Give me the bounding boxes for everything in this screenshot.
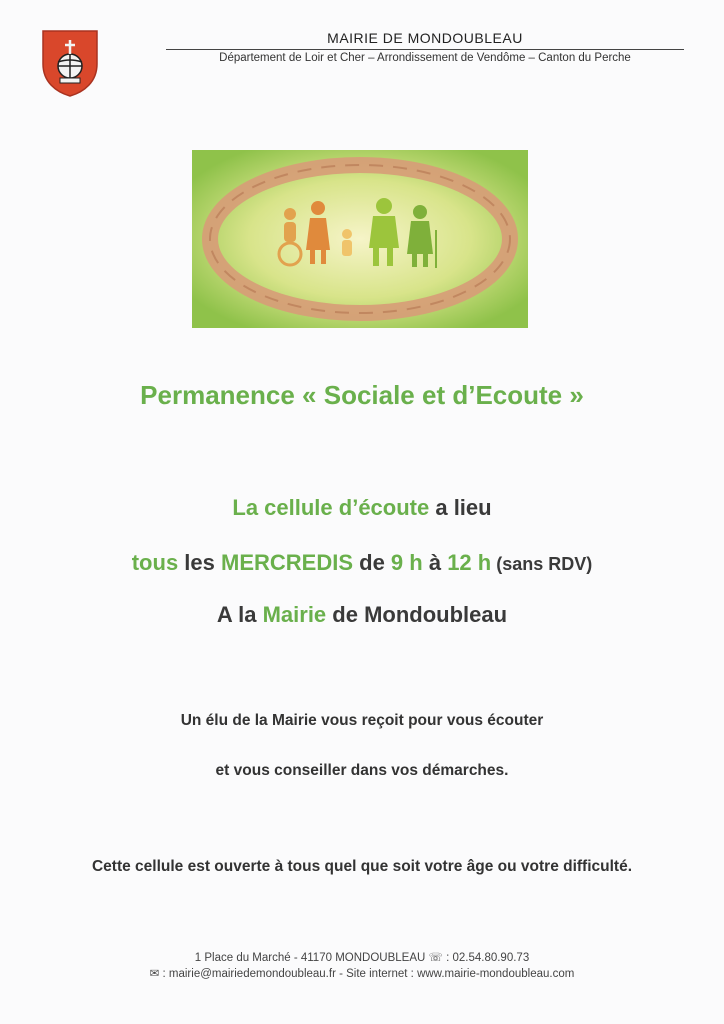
schedule-text: les <box>178 550 221 575</box>
header-subtitle: Département de Loir et Cher – Arrondissement de Vendôme – Canton du Perche <box>219 52 631 64</box>
schedule-highlight: La cellule d’écoute <box>232 495 430 520</box>
schedule-start-time: 9 h <box>390 550 423 575</box>
schedule-text: de <box>353 550 391 575</box>
people-circle-icon <box>192 150 528 328</box>
header-divider <box>166 49 684 50</box>
footer-contact-line <box>0 966 724 980</box>
schedule-text: A la <box>216 602 263 627</box>
body-line-1: Un élu de la Mairie vous reçoit pour vous écouter <box>180 712 544 729</box>
schedule-line-3 <box>0 602 724 628</box>
schedule-line-2 <box>0 550 724 576</box>
footer-email[interactable]: : mairie@mairiedemondoubleau.fr - Site internet : www.mairie-mondoubleau.com <box>159 968 575 980</box>
header-title: MAIRIE DE MONDOUBLEAU <box>327 30 523 46</box>
schedule-text: à <box>422 550 448 575</box>
schedule-highlight: tous <box>131 550 179 575</box>
schedule-end-time: 12 h <box>447 550 492 575</box>
schedule-highlight: Mairie <box>262 602 327 627</box>
email-icon: ✉ <box>149 968 160 980</box>
crest-icon <box>40 28 100 98</box>
footer-address-line <box>0 950 724 964</box>
page-title: Permanence « Sociale et d’Ecoute » <box>140 380 584 410</box>
phone-icon: ☏ <box>428 952 443 964</box>
schedule-day: MERCREDIS <box>221 550 354 575</box>
schedule-text: de Mondoubleau <box>326 602 508 627</box>
schedule-note: (sans RDV) <box>491 554 593 574</box>
body-line-3: Cette cellule est ouverte à tous quel que soit votre âge ou votre difficulté. <box>91 858 633 875</box>
footer-address: 1 Place du Marché - 41170 MONDOUBLEAU <box>194 952 426 964</box>
footer-phone: : 02.54.80.90.73 <box>442 952 530 964</box>
body-line-2: et vous conseiller dans vos démarches. <box>215 762 509 779</box>
schedule-text: a lieu <box>429 495 492 520</box>
schedule-line-1 <box>0 495 724 521</box>
